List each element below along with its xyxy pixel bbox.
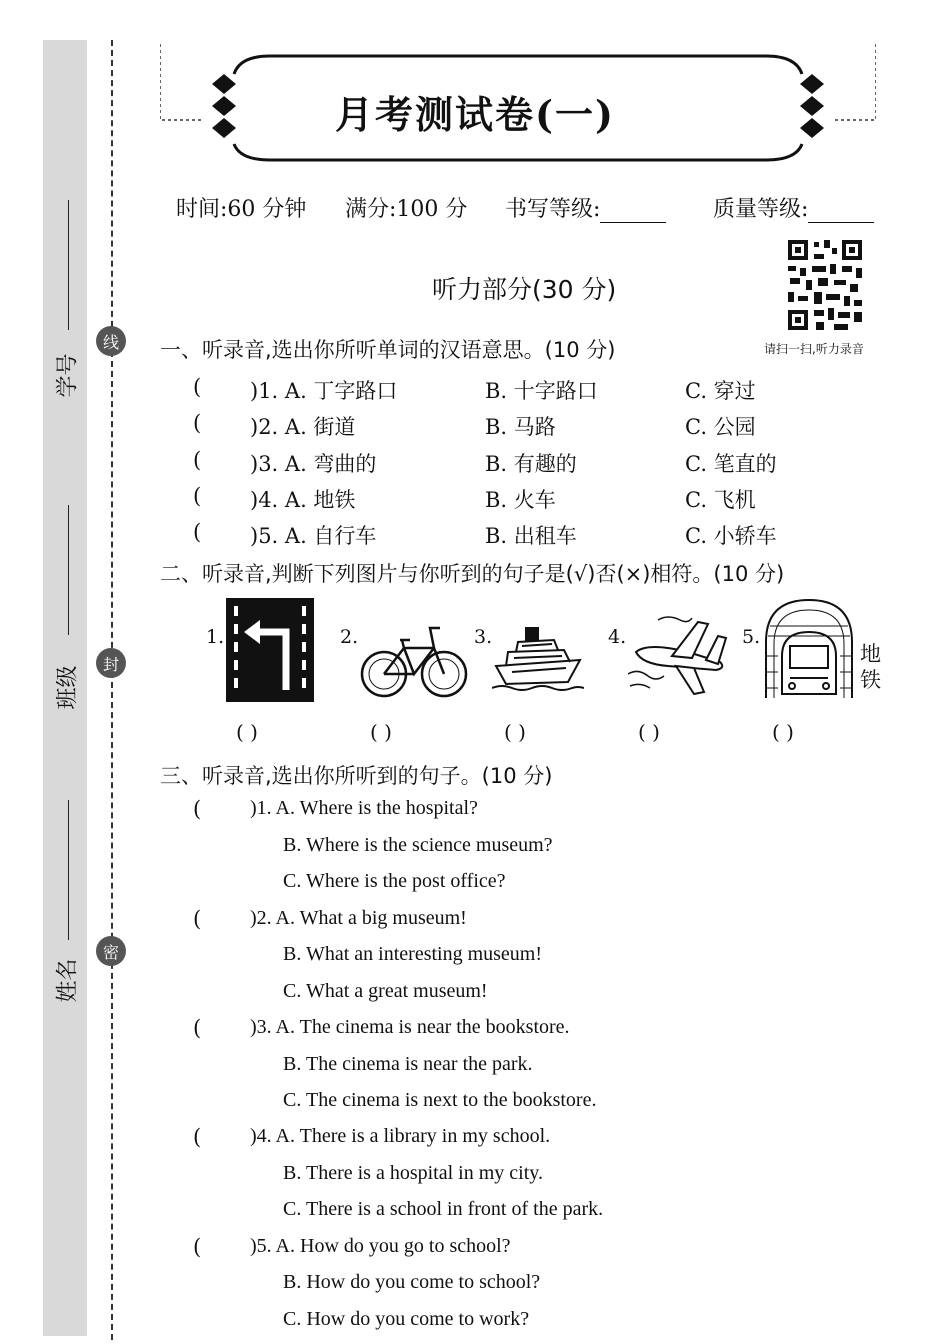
p1-q5-a: )5. A. 自行车 xyxy=(250,524,377,548)
part1-heading: 一、听录音,选出你所听单词的汉语意思。(10 分) xyxy=(160,338,616,362)
part2-heading: 二、听录音,判断下列图片与你听到的句子是(√)否(×)相符。(10 分) xyxy=(160,562,785,586)
student-id-label: 学号 xyxy=(55,353,81,398)
name-blank[interactable] xyxy=(68,800,69,940)
p1-q1-a: )1. A. 丁字路口 xyxy=(250,379,398,403)
class-label: 班级 xyxy=(55,665,81,710)
pic-label-5: 5. xyxy=(742,626,761,648)
p1-q1-b: B. 十字路口 xyxy=(485,379,598,403)
p3-q2-b: B. What an interesting museum! xyxy=(283,943,543,965)
answer-paren-1[interactable]: ( xyxy=(193,375,202,399)
p3-answer-paren-1[interactable]: ( xyxy=(193,797,202,821)
answer-blank-pic-4[interactable]: ( ) xyxy=(638,720,660,744)
p3-q5-b: B. How do you come to school? xyxy=(283,1271,541,1293)
qr-hint: 请扫一扫,听力录音 xyxy=(764,342,864,356)
student-id-blank[interactable] xyxy=(68,200,69,330)
pic-label-3: 3. xyxy=(474,626,493,648)
p3-q1-b: B. Where is the science museum? xyxy=(283,834,553,856)
part3-heading: 三、听录音,选出你所听到的句子。(10 分) xyxy=(160,764,553,788)
p3-q3-b: B. The cinema is near the park. xyxy=(283,1053,533,1075)
writing-grade xyxy=(505,192,666,223)
writing-grade-blank[interactable] xyxy=(600,202,666,223)
quality-grade xyxy=(713,192,874,223)
p3-q2-a: )2. A. What a big museum! xyxy=(250,907,467,929)
listening-section-title: 听力部分(30 分) xyxy=(432,275,617,304)
exam-title: 月考测试卷(一) xyxy=(335,92,615,137)
time-info: 时间:60 分钟 xyxy=(176,197,307,222)
answer-paren-3[interactable]: ( xyxy=(193,448,202,472)
p3-answer-paren-3[interactable]: ( xyxy=(193,1016,202,1040)
p3-q1-c: C. Where is the post office? xyxy=(283,870,506,892)
qr-code-icon[interactable] xyxy=(786,238,864,332)
secret-mark: 密 xyxy=(96,936,126,966)
p3-q1-a: )1. A. Where is the hospital? xyxy=(250,797,478,819)
p3-q5-c: C. How do you come to work? xyxy=(283,1308,530,1330)
subway-train-icon xyxy=(762,596,856,700)
ship-icon xyxy=(492,620,584,694)
metro-label-2: 铁 xyxy=(860,668,881,692)
full-score-info: 满分:100 分 xyxy=(345,197,468,222)
p1-q2-a: )2. A. 街道 xyxy=(250,415,356,439)
p3-q3-a: )3. A. The cinema is near the bookstore. xyxy=(250,1016,570,1038)
p1-q3-a: )3. A. 弯曲的 xyxy=(250,452,377,476)
metro-label-1: 地 xyxy=(860,642,881,666)
p3-q4-a: )4. A. There is a library in my school. xyxy=(250,1125,551,1147)
answer-paren-4[interactable]: ( xyxy=(193,484,202,508)
p1-q5-b: B. 出租车 xyxy=(485,524,577,548)
p3-q4-c: C. There is a school in front of the park. xyxy=(283,1198,604,1220)
airplane-icon xyxy=(628,612,730,700)
cut-line xyxy=(111,40,113,1340)
p1-q1-c: C. 穿过 xyxy=(685,379,756,403)
p1-q4-b: B. 火车 xyxy=(485,488,556,512)
answer-blank-pic-5[interactable]: ( ) xyxy=(772,720,794,744)
pic-label-1: 1. xyxy=(206,626,225,648)
p1-q3-c: C. 笔直的 xyxy=(685,452,777,476)
pic-label-4: 4. xyxy=(608,626,627,648)
answer-paren-2[interactable]: ( xyxy=(193,411,202,435)
answer-blank-pic-3[interactable]: ( ) xyxy=(504,720,526,744)
turn-left-sign-icon xyxy=(226,598,314,702)
p3-q3-c: C. The cinema is next to the bookstore. xyxy=(283,1089,597,1111)
p3-answer-paren-4[interactable]: ( xyxy=(193,1125,202,1149)
p3-answer-paren-5[interactable]: ( xyxy=(193,1235,202,1259)
p3-q5-a: )5. A. How do you go to school? xyxy=(250,1235,511,1257)
pic-label-2: 2. xyxy=(340,626,359,648)
answer-blank-pic-2[interactable]: ( ) xyxy=(370,720,392,744)
answer-blank-pic-1[interactable]: ( ) xyxy=(236,720,258,744)
writing-grade-label: 书写等级: xyxy=(505,197,601,222)
p1-q4-c: C. 飞机 xyxy=(685,488,756,512)
p1-q3-b: B. 有趣的 xyxy=(485,452,577,476)
seal-mark: 封 xyxy=(96,648,126,678)
answer-paren-5[interactable]: ( xyxy=(193,520,202,544)
bicycle-icon xyxy=(360,618,468,700)
p1-q4-a: )4. A. 地铁 xyxy=(250,488,356,512)
quality-grade-blank[interactable] xyxy=(808,202,874,223)
name-label: 姓名 xyxy=(55,958,81,1003)
p1-q2-c: C. 公园 xyxy=(685,415,756,439)
quality-grade-label: 质量等级: xyxy=(713,197,809,222)
p3-q2-c: C. What a great museum! xyxy=(283,980,488,1002)
p1-q5-c: C. 小轿车 xyxy=(685,524,777,548)
class-blank[interactable] xyxy=(68,505,69,635)
line-mark: 线 xyxy=(96,326,126,356)
p1-q2-b: B. 马路 xyxy=(485,415,556,439)
p3-answer-paren-2[interactable]: ( xyxy=(193,907,202,931)
p3-q4-b: B. There is a hospital in my city. xyxy=(283,1162,543,1184)
